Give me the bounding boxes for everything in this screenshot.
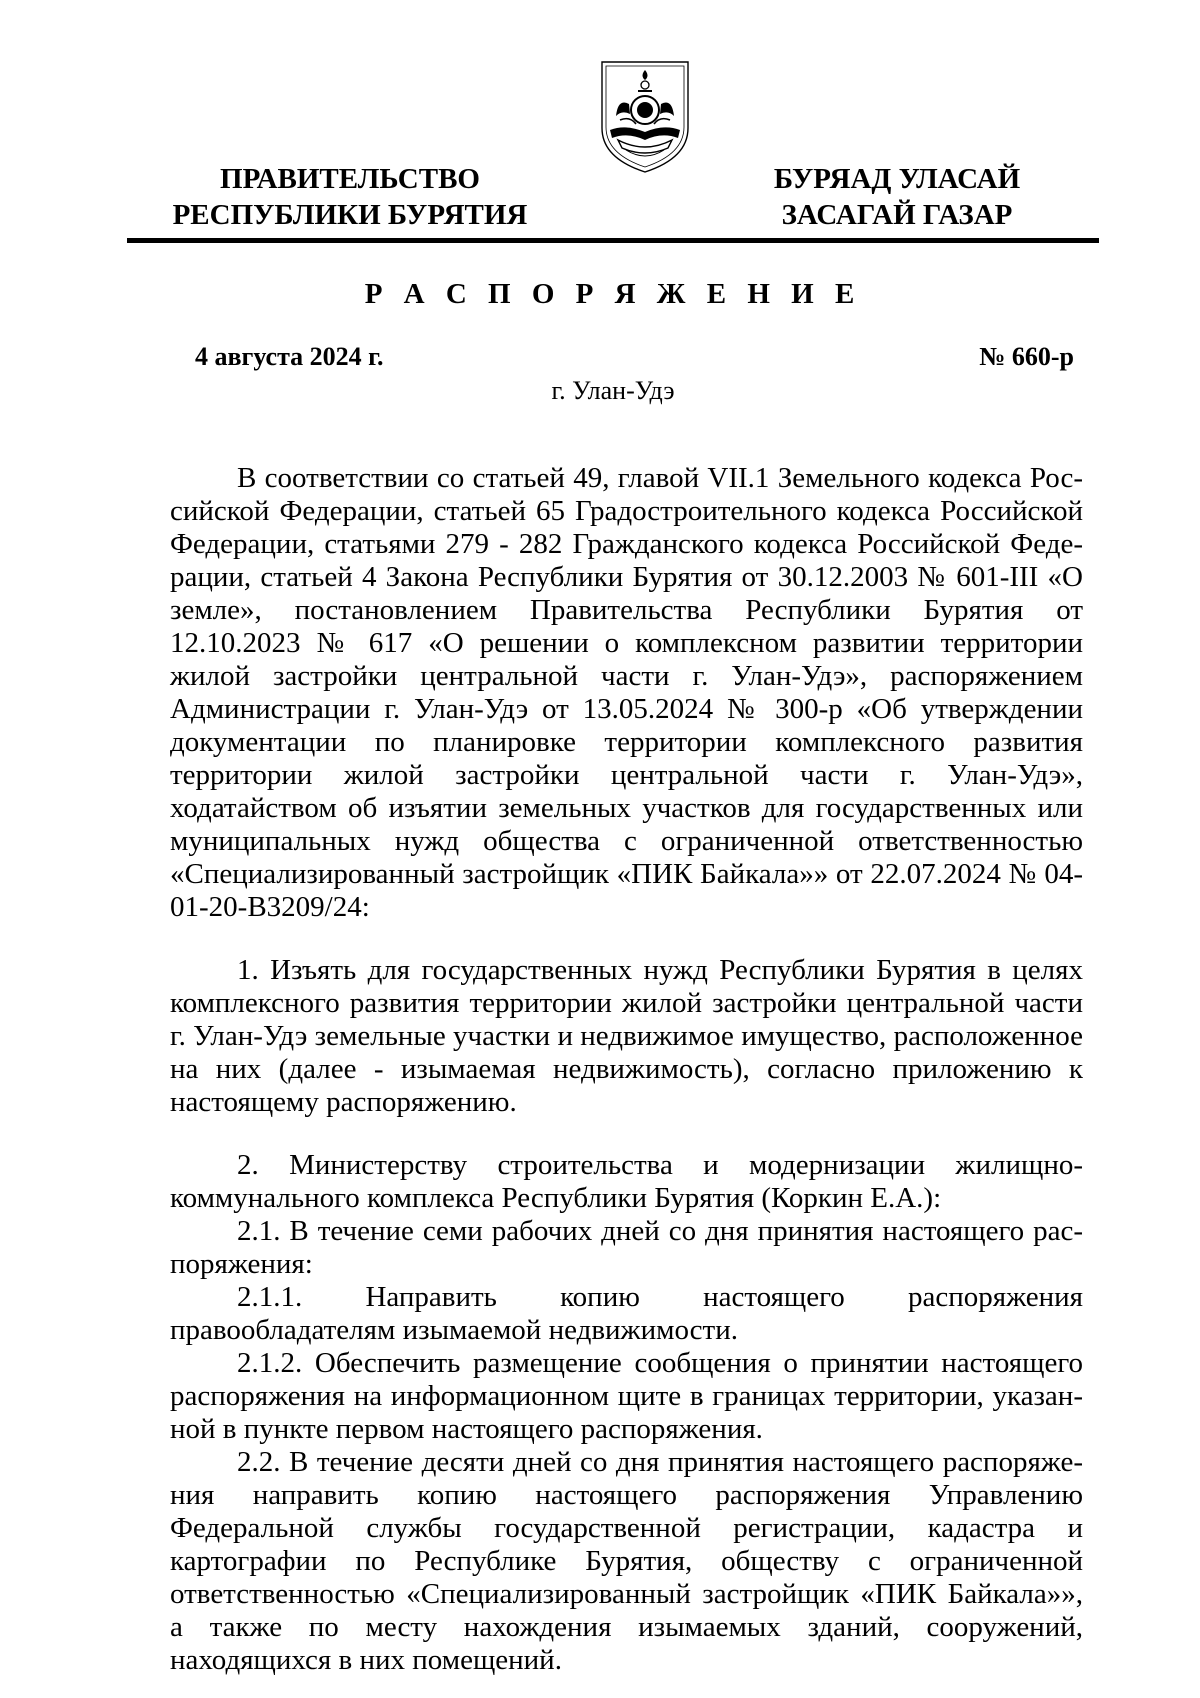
government-name-buryat-line-1: БУРЯАД УЛАСАЙ: [773, 163, 1021, 195]
document-date: 4 августа 2024 г.: [195, 342, 384, 371]
document-type-title: Р А С П О Р Я Ж Е Н И Е: [364, 278, 862, 310]
coat-of-arms-icon: [596, 58, 694, 176]
header-divider: [127, 238, 1099, 243]
document-number: № 660-р: [979, 342, 1074, 371]
government-name-line-2: РЕСПУБЛИКИ БУРЯТИЯ: [172, 199, 528, 231]
government-name-buryat: [752, 161, 1042, 233]
clause-2-2-paragraph: 2.2. В течение десяти дней со дня принятия настоящего распоряжения направить копию настоящего распоряжения Управлению Федеральной службы государственной регистрации, кадастра и картографии по Республике Бурятия, обществу с ограниченной ответственностью «Специализированный застройщик «ПИК Байкала»», а также по месту нахождения изымаемых зданий, сооружений, находящихся в них помещений.: [170, 1446, 1083, 1676]
government-name-buryat-line-2: ЗАСАГАЙ ГАЗАР: [781, 199, 1013, 231]
clause-2-1-1-paragraph: 2.1.1. Направить копию настоящего распоряжения правообладателям изымаемой недвижимости.: [170, 1281, 1083, 1346]
preamble-paragraph: В соответствии со статьей 49, главой VII.1 Земельного кодекса Российской Федерации, статьей 65 Градостроительного кодекса Российской Федерации, статьями 279 - 282 Гражданского кодекса Российской Федерации, статьей 4 Закона Республики Бурятия от 30.12.2003 № 601-III «О земле», постановлением Правительства Республики Бурятия от 12.10.2023 № 617 «О решении о комплексном развитии территории жилой застройки центральной части г. Улан-Удэ», распоряжением Администрации г. Улан-Удэ от 13.05.2024 № 300-р «Об утверждении документации по планировке территории комплексного развития территории жилой застройки центральной части г. Улан-Удэ», ходатайством об изъятии земельных участков для государственных или муниципальных нужд общества с ограниченной ответственностью «Специализированный застройщик «ПИК Байкала»» от 22.07.2024 № 04-01-20-В3209/24:: [170, 462, 1083, 923]
clause-2-1-paragraph: 2.1. В течение семи рабочих дней со дня принятия настоящего распоряжения:: [170, 1215, 1083, 1280]
clause-1-paragraph: 1. Изъять для государственных нужд Республики Бурятия в целях комплексного развития территории жилой застройки центральной части г. Улан-Удэ земельные участки и недвижимое имущество, расположенное на них (далее - изымаемая недвижимость), согласно приложению к настоящему распоряжению.: [170, 954, 1083, 1118]
government-name-line-1: ПРАВИТЕЛЬСТВО: [220, 163, 480, 195]
document-city: г. Улан-Удэ: [551, 376, 675, 405]
document-body: [170, 462, 1083, 1677]
government-name-russian: [170, 161, 530, 233]
clause-2-paragraph: 2. Министерству строительства и модернизации жилищно-коммунального комплекса Республики Бурятия (Коркин Е.А.):: [170, 1149, 1083, 1214]
clause-2-1-2-paragraph: 2.1.2. Обеспечить размещение сообщения о принятии настоящего распоряжения на информационном щите в границах территории, указанной в пункте первом настоящего распоряжения.: [170, 1347, 1083, 1445]
